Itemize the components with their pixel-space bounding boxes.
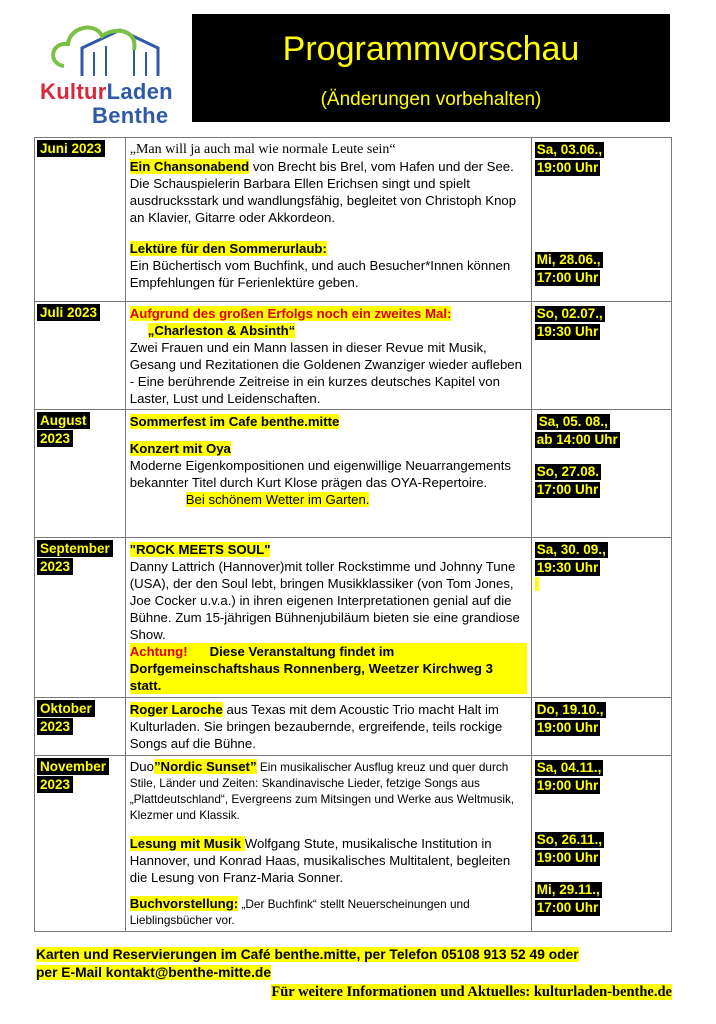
logo-kultur: Kultur <box>40 79 107 104</box>
footer-website[interactable]: Für weitere Informationen und Aktuelles: kulturladen-benthe.de <box>271 984 672 1000</box>
event-body: Zwei Frauen und ein Mann lassen in dieser Revue mit Musik, Gesang und Rezitationen die Goldenen Zwanziger wieder aufleben - Eine berührende Zeitreise in ein kurzes deutsches Kapitel von Laster, Lust und Leidenschaften. <box>129 340 522 406</box>
event-title: Buchvorstellung: <box>129 896 239 911</box>
event-body: Wolfgang Stute, musikalische Institution in Hannover, und Konrad Haas, musikalisches Multitalent, begleiten die Lesung von Franz-Maria Sonner. <box>129 836 511 885</box>
event-title: Ein Chansonabend <box>129 159 250 174</box>
month-label: September <box>37 540 113 557</box>
table-row-juli <box>35 302 672 410</box>
event-date: Mi, 29.11., <box>536 882 600 897</box>
program-table <box>34 137 672 932</box>
event-title: „Charleston & Absinth“ <box>147 323 296 338</box>
event-time: 19:00 Uhr <box>536 778 599 793</box>
month-label: November <box>37 758 109 775</box>
event-body: Danny Lattrich (Hannover)mit toller Rockstimme und Johnny Tune (USA), der den Soul lebt, bringen Musikklassiker (von Tom Jones, Joe Cocker u.v.a.) in ihren eigenen Interpretationen genial auf die Bühne. Zum 15-jährigen Bühnenjubiläum bieten sie eine grandiose Show. <box>129 559 520 642</box>
event-date: Mi, 28.06., <box>536 252 601 267</box>
page-subtitle: (Änderungen vorbehalten) <box>320 89 542 110</box>
event-date: Sa, 05. 08., <box>538 414 608 429</box>
event-body: aus Texas mit dem Acoustic Trio macht Halt im Kulturladen. Sie bringen bezaubernde, ergreifende, teils rockige Songs auf die Bühne. <box>129 702 503 751</box>
event-title: Konzert mit Oya <box>129 441 231 456</box>
event-time: ab 14:00 Uhr <box>536 432 618 447</box>
event-time: 17:00 Uhr <box>536 900 599 915</box>
warning-text: Diese Veranstaltung findet im Dorfgemeinschaftshaus Ronnenberg, Weetzer Kirchweg 3 statt. <box>129 644 493 693</box>
month-label: Juli 2023 <box>37 304 100 321</box>
event-title: Roger Laroche <box>129 702 223 717</box>
event-date: So, 02.07., <box>536 306 603 321</box>
logo <box>34 18 184 130</box>
event-body: Ein Büchertisch vom Buchfink, und auch Besucher*Innen können Empfehlungen für Ferienlektüre geben. <box>129 258 511 290</box>
event-date: Sa, 30. 09., <box>536 542 606 557</box>
event-time: 17:00 Uhr <box>536 270 599 285</box>
event-time: 19:30 Uhr <box>536 324 599 339</box>
event-date: Sa, 03.06., <box>536 142 603 157</box>
month-year: 2023 <box>37 430 73 447</box>
logo-house-icon <box>42 18 172 86</box>
event-note: Bei schönem Wetter im Garten. <box>185 492 370 507</box>
warning-label: Achtung! <box>129 644 188 659</box>
logo-laden: Laden <box>106 79 173 104</box>
footer-contact <box>36 946 579 982</box>
table-row-august <box>35 410 672 538</box>
month-year: 2023 <box>37 718 73 735</box>
table-row-september <box>35 538 672 698</box>
event-time: 19:00 Uhr <box>536 160 599 175</box>
event-date: So, 27.08. <box>536 464 600 479</box>
event-title: "ROCK MEETS SOUL" <box>129 542 271 557</box>
month-year: 2023 <box>37 558 73 575</box>
logo-benthe: Benthe <box>92 103 169 128</box>
event-body: Ein musikalischer Ausflug kreuz und quer durch Stile, Länder und Zeiten: Skandinavische Lieder, fetzige Songs aus „Plattdeutschland“, Evergreens zum Mitsingen und Werke aus Weltmusik, Klezmer und Klassik. <box>129 760 515 822</box>
month-label: Oktober <box>37 700 95 717</box>
event-time: 19:00 Uhr <box>536 850 599 865</box>
event-date: So, 26.11., <box>536 832 603 847</box>
event-quote: „Man will ja auch mal wie normale Leute sein“ <box>129 142 396 157</box>
footer-line1: Karten und Reservierungen im Café benthe.mitte, per Telefon 05108 913 52 49 oder <box>36 947 579 962</box>
footer-info <box>271 984 672 1001</box>
event-time: 19:00 Uhr <box>536 720 599 735</box>
page-title: Programmvorschau <box>282 30 580 68</box>
event-body: „Der Buchfink“ stellt Neuerscheinungen und Lieblingsbücher vor. <box>129 897 470 927</box>
footer-line2[interactable]: per E-Mail kontakt@benthe-mitte.de <box>36 965 271 980</box>
table-row-juni <box>35 138 672 302</box>
event-title: ”Nordic Sunset” <box>153 759 257 774</box>
event-notice: Aufgrund des großen Erfolgs noch ein zweites Mal: <box>129 306 452 321</box>
event-time: 17:00 Uhr <box>536 482 599 497</box>
highlight-mark <box>535 577 539 591</box>
duo-prefix: Duo <box>129 759 154 774</box>
event-title: Lesung mit Musik <box>129 836 245 851</box>
event-date: Sa, 04.11., <box>536 760 602 775</box>
header-banner <box>192 14 670 122</box>
event-title: Sommerfest im Cafe benthe.mitte <box>129 414 340 429</box>
event-body: Moderne Eigenkompositionen und eigenwillige Neuarrangements bekannter Titel durch Kurt Klose prägen das OYA-Repertoire. <box>129 458 511 490</box>
table-row-oktober <box>35 698 672 756</box>
table-row-november <box>35 756 672 932</box>
month-year: 2023 <box>37 776 73 793</box>
month-label: Juni 2023 <box>37 140 105 157</box>
event-body: Die Schauspielerin Barbara Ellen Erichsen singt und spielt ausdrucksstark und wandlungsfähig, begleitet von Christoph Knop an Klavier, Gitarre oder Akkordeon. <box>129 176 517 225</box>
event-date: Do, 19.10., <box>536 702 604 717</box>
event-title: Lektüre für den Sommerurlaub: <box>129 241 327 256</box>
event-text: von Brecht bis Brel, vom Hafen und der See. <box>249 159 514 174</box>
event-time: 19:30 Uhr <box>536 560 599 575</box>
month-label: August <box>37 412 90 429</box>
